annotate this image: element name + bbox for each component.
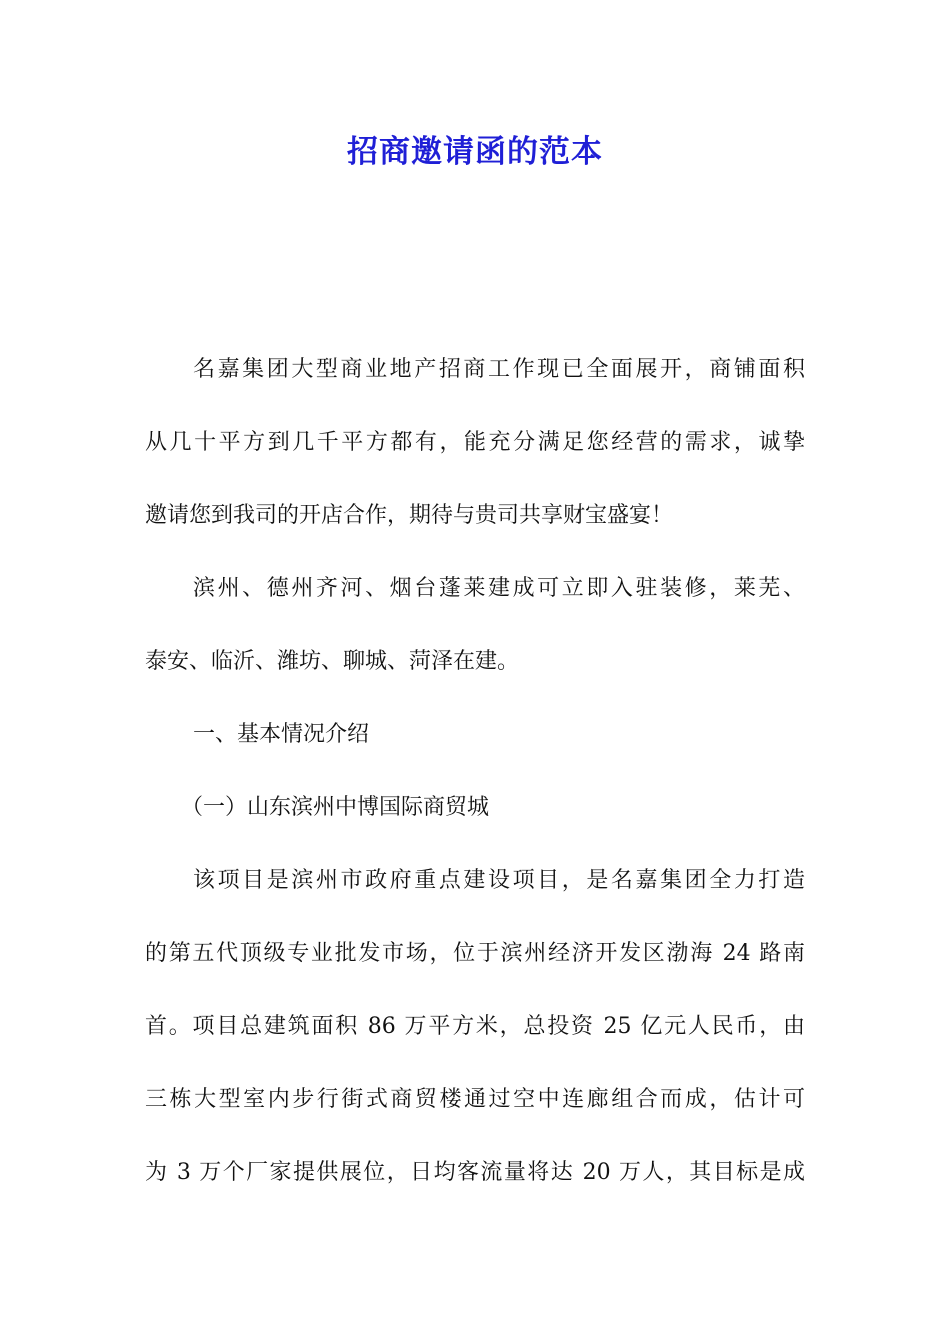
document-title: 招商邀请函的范本 [347, 134, 603, 170]
paragraph-line: 从几十平方到几千平方都有，能充分满足您经营的需求，诚挚 [145, 430, 805, 455]
subsection-heading: （一）山东滨州中博国际商贸城 [181, 795, 490, 820]
paragraph-line: 名嘉集团大型商业地产招商工作现已全面展开，商铺面积 [193, 357, 805, 382]
document-body [145, 333, 805, 1209]
paragraph-line: 首。项目总建筑面积 86 万平方米，总投资 25 亿元人民币，由 [145, 1014, 805, 1039]
paragraph-line: 的第五代顶级专业批发市场，位于滨州经济开发区渤海 24 路南 [145, 941, 805, 966]
paragraph-line: 三栋大型室内步行街式商贸楼通过空中连廊组合而成，估计可 [145, 1087, 805, 1112]
paragraph-line: 为 3 万个厂家提供展位，日均客流量将达 20 万人，其目标是成 [145, 1160, 805, 1185]
paragraph-line: 该项目是滨州市政府重点建设项目，是名嘉集团全力打造 [193, 868, 805, 893]
paragraph-line: 泰安、临沂、潍坊、聊城、菏泽在建。 [145, 649, 520, 674]
section-heading: 一、基本情况介绍 [193, 722, 370, 747]
paragraph-line: 邀请您到我司的开店合作，期待与贵司共享财宝盛宴！ [145, 503, 674, 528]
paragraph-line: 滨州、德州齐河、烟台蓬莱建成可立即入驻装修，莱芜、 [193, 576, 805, 601]
